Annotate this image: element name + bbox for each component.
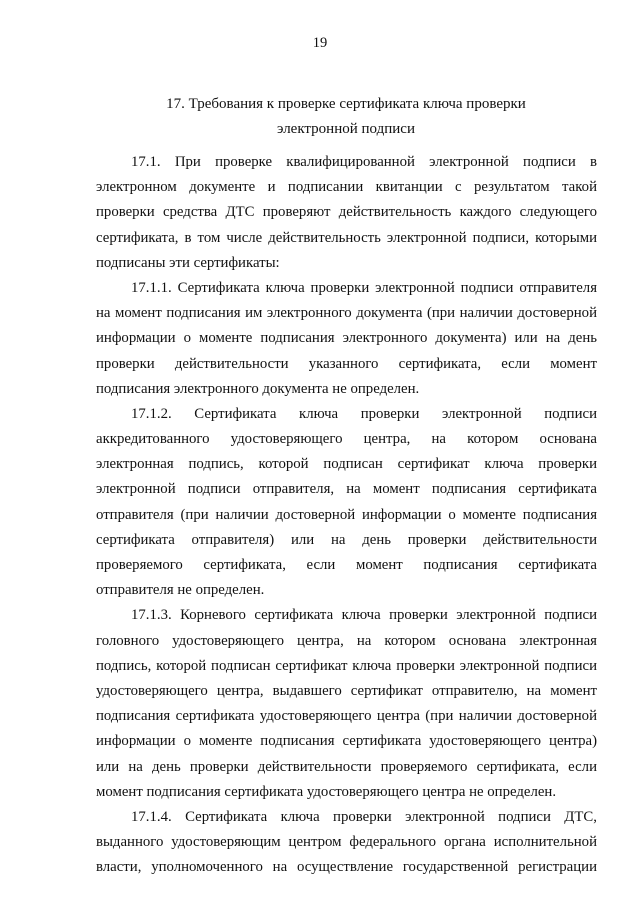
section-heading xyxy=(96,92,596,142)
section-heading-line: 17. Требования к проверке сертификата ключа проверки xyxy=(166,96,526,112)
paragraph-line: проверяемого сертификата, если момент подписания сертификата xyxy=(96,557,597,573)
paragraph-line: сертификата, в том числе действительность электронной подписи, которыми xyxy=(96,229,597,246)
page-number: 19 xyxy=(312,35,328,51)
paragraph-line: 17.1.2. Сертификата ключа проверки электронной подписи xyxy=(131,405,597,422)
paragraph-line: головного удостоверяющего центра, на котором основана электронная xyxy=(96,632,597,649)
paragraph-line: аккредитованного удостоверяющего центра, на котором основана xyxy=(96,431,597,448)
paragraph xyxy=(96,603,597,805)
paragraph-line: 17.1.4. Сертификата ключа проверки электронной подписи ДТС, xyxy=(131,808,597,825)
paragraph-line: электронном документе и подписании квитанции с результатом такой xyxy=(96,179,597,196)
paragraph xyxy=(96,276,597,402)
paragraph-line: или на день проверки действительности проверяемого сертификата, если xyxy=(96,758,597,775)
paragraph-line: информации о моменте подписания электронного документа) или на день xyxy=(96,330,597,347)
paragraph-line: выданного удостоверяющим центром федерального органа исполнительной xyxy=(96,834,597,851)
paragraph-line: электронная подпись, которой подписан сертификат ключа проверки xyxy=(96,456,597,473)
paragraph-line: проверки действительности указанного сертификата, если момент xyxy=(96,355,597,372)
paragraph-line: подпись, которой подписан сертификат ключа проверки электронной подписи xyxy=(96,657,597,674)
document-body xyxy=(96,150,597,880)
section-heading-line: электронной подписи xyxy=(277,121,415,137)
paragraph-line: подписания сертификата удостоверяющего центра (при наличии достоверной xyxy=(96,708,597,725)
paragraph-line: удостоверяющего центра, выдавшего сертификат отправителю, на момент xyxy=(96,682,597,699)
paragraph-line: подписания электронного документа не определен. xyxy=(96,380,420,397)
paragraph xyxy=(96,150,597,276)
paragraph xyxy=(96,805,597,881)
paragraph-line: момент подписания сертификата удостоверяющего центра не определен. xyxy=(96,783,557,800)
paragraph-line: 17.1.1. Сертификата ключа проверки электронной подписи отправителя xyxy=(131,279,597,296)
paragraph-line: власти, уполномоченного на осуществление государственной регистрации xyxy=(96,859,597,876)
paragraph-line: на момент подписания им электронного документа (при наличии достоверной xyxy=(96,305,597,322)
paragraph-line: подписаны эти сертификаты: xyxy=(96,254,280,271)
paragraph xyxy=(96,402,597,604)
paragraph-line: электронной подписи отправителя, на момент подписания сертификата xyxy=(96,481,597,498)
paragraph-line: информации о моменте подписания сертификата удостоверяющего центра) xyxy=(96,733,597,750)
paragraph-line: отправителя (при наличии достоверной информации о моменте подписания xyxy=(96,506,597,523)
paragraph-line: сертификата отправителя) или на день проверки действительности xyxy=(96,531,597,548)
paragraph-line: 17.1.3. Корневого сертификата ключа проверки электронной подписи xyxy=(131,607,597,624)
paragraph-line: проверки средства ДТС проверяют действительность каждого следующего xyxy=(96,204,597,221)
paragraph-line: отправителя не определен. xyxy=(96,582,265,599)
paragraph-line: 17.1. При проверке квалифицированной электронной подписи в xyxy=(131,154,597,170)
